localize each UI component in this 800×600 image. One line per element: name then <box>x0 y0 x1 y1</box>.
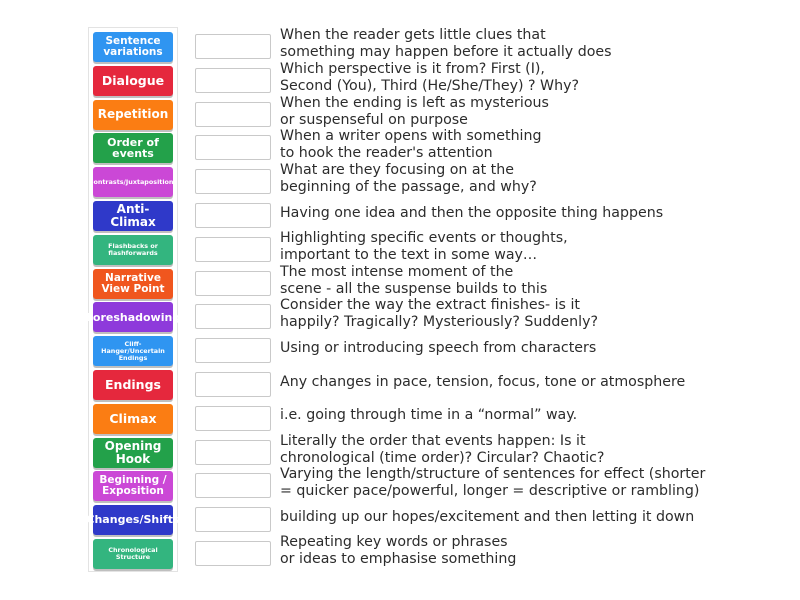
tile-climax[interactable]: Climax <box>93 404 173 434</box>
tile-beginning-exposition[interactable]: Beginning / Exposition <box>93 471 173 501</box>
tile-dialogue[interactable]: Dialogue <box>93 66 173 96</box>
tile-sentence-variations[interactable]: Sentence variations <box>93 32 173 62</box>
tile-endings[interactable]: Endings <box>93 370 173 400</box>
drop-box[interactable] <box>195 237 271 262</box>
definition-text: Using or introducing speech from characters <box>280 339 597 356</box>
drop-box[interactable] <box>195 271 271 296</box>
definition-text: Which perspective is it from? First (I), Second (You), Third (He/She/They) ? Why? <box>280 60 579 94</box>
definition-text: When a writer opens with something to hook the reader's attention <box>280 128 542 162</box>
tile-flashbacks-or-flashforwards[interactable]: Flashbacks or flashforwards <box>93 235 173 265</box>
tile-cliff-hanger-uncertain-endings[interactable]: Cliff-Hanger/Uncertain Endings <box>93 336 173 366</box>
definition-text: Highlighting specific events or thoughts, important to the text in some way… <box>280 229 568 263</box>
definition-text: What are they focusing on at the beginning of the passage, and why? <box>280 162 537 196</box>
definition-text: building up our hopes/excitement and then letting it down <box>280 508 695 525</box>
definition-text: Literally the order that events happen: Is it chronological (time order)? Circular? Chaotic? <box>280 432 605 466</box>
tile-narrative-view-point[interactable]: Narrative View Point <box>93 269 173 299</box>
drop-box[interactable] <box>195 440 271 465</box>
drop-box[interactable] <box>195 135 271 160</box>
drop-box[interactable] <box>195 507 271 532</box>
drop-box[interactable] <box>195 338 271 363</box>
definition-text: Repeating key words or phrases or ideas to emphasise something <box>280 534 517 567</box>
definition-text: Any changes in pace, tension, focus, tone or atmosphere <box>280 373 686 390</box>
tile-changes-shifts[interactable]: Changes/Shifts <box>93 505 173 535</box>
definition-text: When the reader gets little clues that something may happen before it actually does <box>280 27 612 60</box>
definition-text: The most intense moment of the scene - all the suspense builds to this <box>280 263 548 297</box>
tile-order-of-events[interactable]: Order of events <box>93 133 173 163</box>
drop-box[interactable] <box>195 304 271 329</box>
draggable-tiles-panel <box>85 27 181 572</box>
tile-repetition[interactable]: Repetition <box>93 100 173 130</box>
tile-opening-hook[interactable]: Opening Hook <box>93 438 173 468</box>
definition-text: Consider the way the extract finishes- is it happily? Tragically? Mysteriously? Suddenly? <box>280 297 599 331</box>
drop-box[interactable] <box>195 473 271 498</box>
drop-box[interactable] <box>195 406 271 431</box>
drop-box[interactable] <box>195 68 271 93</box>
definition-text: When the ending is left as mysterious or suspenseful on purpose <box>280 94 549 128</box>
drop-box[interactable] <box>195 34 271 59</box>
drop-box[interactable] <box>195 372 271 397</box>
tile-anti-climax[interactable]: Anti-Climax <box>93 201 173 231</box>
tile-contrasts-juxtapositions[interactable]: Contrasts/Juxtapositions <box>93 167 173 197</box>
drop-box[interactable] <box>195 169 271 194</box>
drop-box[interactable] <box>195 541 271 566</box>
tile-chronological-structure[interactable]: Chronological Structure <box>93 539 173 569</box>
definition-text: Having one idea and then the opposite thing happens <box>280 204 664 221</box>
drop-box[interactable] <box>195 203 271 228</box>
definition-text: Varying the length/structure of sentences for effect (shorter = quicker pace/powerful, longer = descriptive or rambling) <box>280 466 706 500</box>
drop-box[interactable] <box>195 102 271 127</box>
tile-foreshadowing[interactable]: Foreshadowing <box>93 302 173 332</box>
definition-text: i.e. going through time in a “normal” way. <box>280 407 578 424</box>
